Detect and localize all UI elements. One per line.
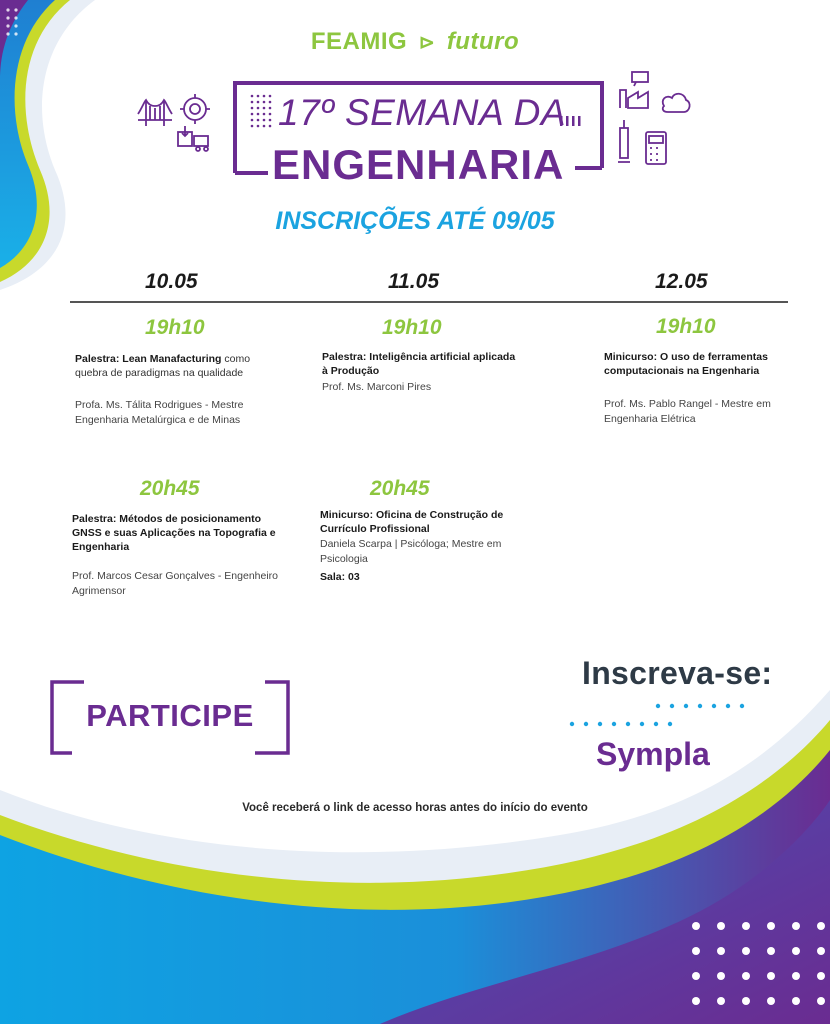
event-time: 20h45 [140,477,200,500]
event-title [75,352,275,380]
day-3-date: 12.05 [655,270,708,293]
dotted-lines-decoration [566,700,756,734]
brand-tagline: futuro [446,28,520,55]
event-type: Minicurso: Oficina de Construção de Currículo Profissional [320,509,504,535]
event-room: Sala: 03 [320,571,360,583]
bridge-icon [136,92,216,162]
event-type: Minicurso: O uso de ferramentas computacionais na Engenharia [604,351,768,377]
event-title [72,512,282,554]
signup-heading: Inscreva-se: [582,655,773,691]
event-time: 19h10 [145,316,205,339]
day-2-date: 11.05 [388,270,439,293]
participe-button[interactable]: PARTICIPE [86,698,254,733]
brand-logo [0,28,830,56]
sympla-logo[interactable]: Sympla [596,736,710,772]
schedule-divider [70,301,788,303]
event-time: 19h10 [382,316,442,339]
event-type: Palestra: Lean Manafacturing [75,353,222,365]
event-type: Palestra: Métodos de posicionamento GNSS e suas Aplicações na Topografia e Engenharia [72,513,276,553]
day-1-date: 10.05 [145,270,198,293]
brand-name: FEAMIG [310,28,408,55]
event-type: Palestra: Inteligência artificial aplicada à Produção [322,351,516,377]
title-line-2: ENGENHARIA [272,141,565,188]
event-time: 20h45 [370,477,430,500]
factory-icon [614,70,694,170]
event-title-rest: como quebra de paradigmas na qualidade [75,353,251,379]
registration-deadline: INSCRIÇÕES ATÉ 09/05 [275,207,555,235]
title-line-1: 17º SEMANA DA [278,92,567,133]
access-link-note: Você receberá o link de acesso horas antes do início do evento [242,802,588,814]
play-arrow-icon: ⊳ [418,32,436,54]
event-speaker: Prof. Ms. Pablo Rangel - Mestre em Engenharia Elétrica [604,398,771,425]
event-speaker: Prof. Ms. Marconi Pires [322,381,432,393]
event-title [322,350,522,378]
event-title [320,508,550,536]
event-time: 19h10 [656,315,716,338]
event-speaker: Prof. Marcos Cesar Gonçalves - Engenheiro Agrimensor [72,570,279,597]
event-title [604,350,804,378]
event-speaker: Daniela Scarpa | Psicóloga; Mestre em Psicologia [320,538,502,565]
event-speaker: Profa. Ms. Tálita Rodrigues - Mestre Engenharia Metalúrgica e de Minas [75,399,244,426]
